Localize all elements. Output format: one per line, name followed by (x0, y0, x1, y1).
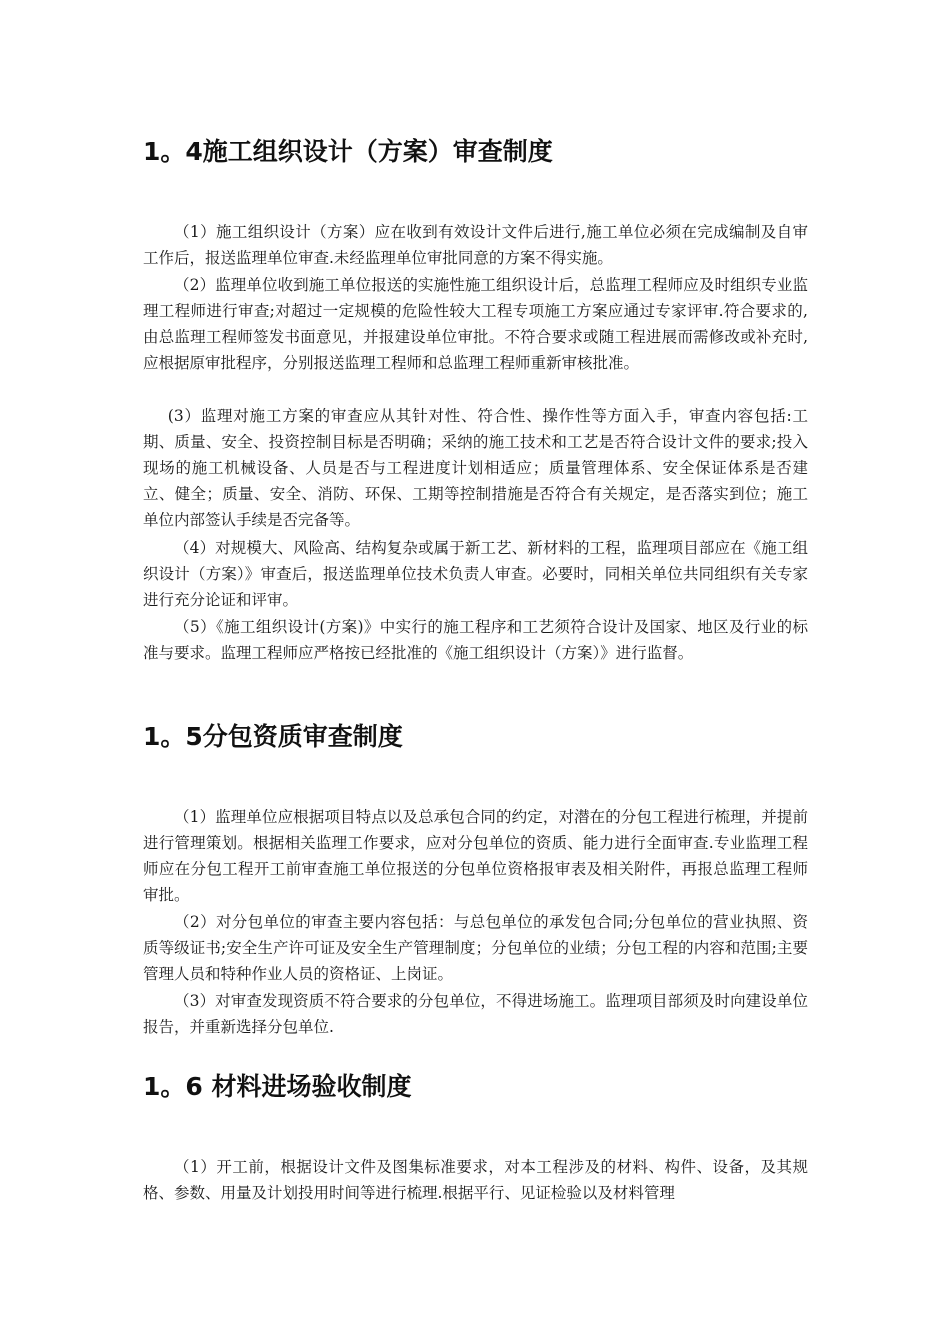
paragraph-1-4-1: （1）施工组织设计（方案）应在收到有效设计文件后进行,施工单位必须在完成编制及自审工作后，报送监理单位审查.未经监理单位审批同意的方案不得实施。 (143, 223, 808, 267)
paragraph-1-6-1: （1）开工前，根据设计文件及图集标准要求，对本工程涉及的材料、构件、设备，及其规格、参数、用量及计划投用时间等进行梳理.根据平行、见证检验以及材料管理 (143, 1158, 808, 1202)
paragraph-1-4-5: （5）《施工组织设计(方案)》中实行的施工程序和工艺须符合设计及国家、地区及行业的标准与要求。监理工程师应严格按已经批准的《施工组织设计（方案）》进行监督。 (143, 618, 808, 662)
paragraph-1-4-4: （4）对规模大、风险高、结构复杂或属于新工艺、新材料的工程，监理项目部应在《施工组织设计（方案）》审查后，报送监理单位技术负责人审查。必要时，同相关单位共同组织有关专家进行充分论证和评审。 (143, 539, 808, 609)
paragraph-1-5-3: （3）对审查发现资质不符合要求的分包单位，不得进场施工。监理项目部须及时向建设单位报告，并重新选择分包单位. (143, 992, 808, 1036)
paragraph-1-4-3: (3）监理对施工方案的审查应从其针对性、符合性、操作性等方面入手，审查内容包括:工期、质量、安全、投资控制目标是否明确；采纳的施工技术和工艺是否符合设计文件的要求;投入现场的施工机械设备、人员是否与工程进度计划相适应；质量管理体系、安全保证体系是否建立、健全；质量、安全、消防、环保、工期等控制措施是否符合有关规定，是否落实到位；施工单位内部签认手续是否完备等。 (143, 407, 808, 529)
paragraph-1-5-2: （2）对分包单位的审查主要内容包括：与总包单位的承发包合同;分包单位的营业执照、资质等级证书;安全生产许可证及安全生产管理制度；分包单位的业绩；分包工程的内容和范围;主要管理人员和特种作业人员的资格证、上岗证。 (143, 913, 808, 983)
section-heading-1-6: 1。6 材料进场验收制度 (143, 1072, 412, 1101)
section-heading-1-5: 1。5分包资质审查制度 (143, 722, 403, 751)
section-heading-1-4: 1。4施工组织设计（方案）审查制度 (143, 137, 553, 166)
paragraph-1-5-1: （1）监理单位应根据项目特点以及总承包合同的约定，对潜在的分包工程进行梳理，并提前进行管理策划。根据相关监理工作要求，应对分包单位的资质、能力进行全面审查.专业监理工程师应在分包工程开工前审查施工单位报送的分包单位资格报审表及相关附件，再报总监理工程师审批。 (143, 808, 808, 904)
paragraph-1-4-2: （2）监理单位收到施工单位报送的实施性施工组织设计后，总监理工程师应及时组织专业监理工程师进行审查;对超过一定规模的危险性较大工程专项施工方案应通过专家评审.符合要求的,由总监理工程师签发书面意见，并报建设单位审批。不符合要求或随工程进展而需修改或补充时,应根据原审批程序，分别报送监理工程师和总监理工程师重新审核批准。 (143, 276, 808, 372)
